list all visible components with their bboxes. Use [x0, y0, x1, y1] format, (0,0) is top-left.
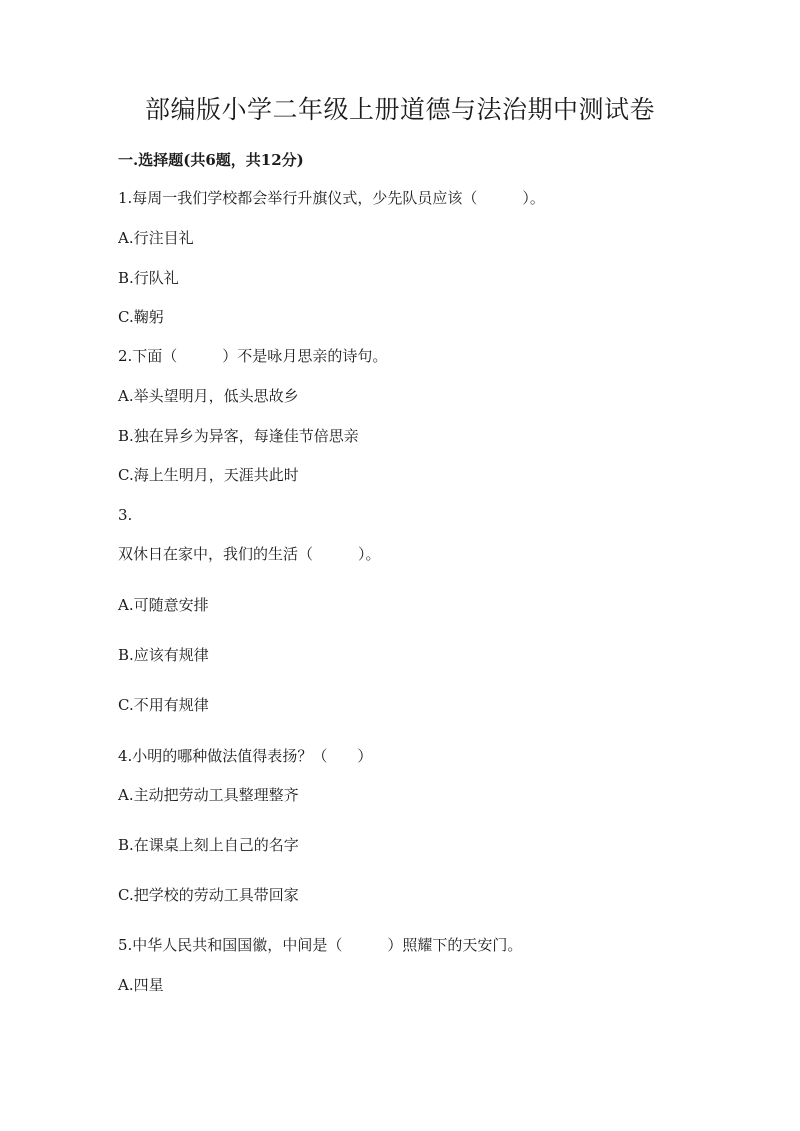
question-3-stem: 双休日在家中，我们的生活（ ）。: [118, 545, 381, 563]
section-heading-multiple-choice: 一.选择题(共6题，共12分): [118, 151, 304, 169]
question-5-stem: 5.中华人民共和国国徽，中间是（ ）照耀下的天安门。: [118, 936, 523, 954]
question-4-option-b: B.在课桌上刻上自己的名字: [118, 836, 299, 854]
question-1-stem: 1.每周一我们学校都会举行升旗仪式，少先队员应该（ ）。: [118, 189, 545, 207]
question-3-option-a: A.可随意安排: [118, 596, 209, 614]
question-2-option-b: B.独在异乡为异客，每逢佳节倍思亲: [118, 427, 359, 445]
question-3-option-b: B.应该有规律: [118, 646, 209, 664]
question-4-option-a: A.主动把劳动工具整理整齐: [118, 786, 299, 804]
question-4-option-c: C.把学校的劳动工具带回家: [118, 886, 299, 904]
question-4-stem: 4.小明的哪种做法值得表扬？（ ）: [118, 747, 373, 765]
question-1-option-b: B.行队礼: [118, 269, 179, 287]
question-3-option-c: C.不用有规律: [118, 696, 209, 714]
exam-title: 部编版小学二年级上册道德与法治期中测试卷: [144, 95, 655, 124]
question-3-number: 3.: [118, 506, 133, 524]
question-1-option-c: C.鞠躬: [118, 308, 164, 326]
question-2-option-a: A.举头望明月，低头思故乡: [118, 387, 299, 405]
question-5-option-a: A.四星: [118, 976, 164, 994]
question-1-option-a: A.行注目礼: [118, 229, 194, 247]
question-2-option-c: C.海上生明月，天涯共此时: [118, 466, 299, 484]
question-2-stem: 2.下面（ ）不是咏月思亲的诗句。: [118, 347, 388, 365]
